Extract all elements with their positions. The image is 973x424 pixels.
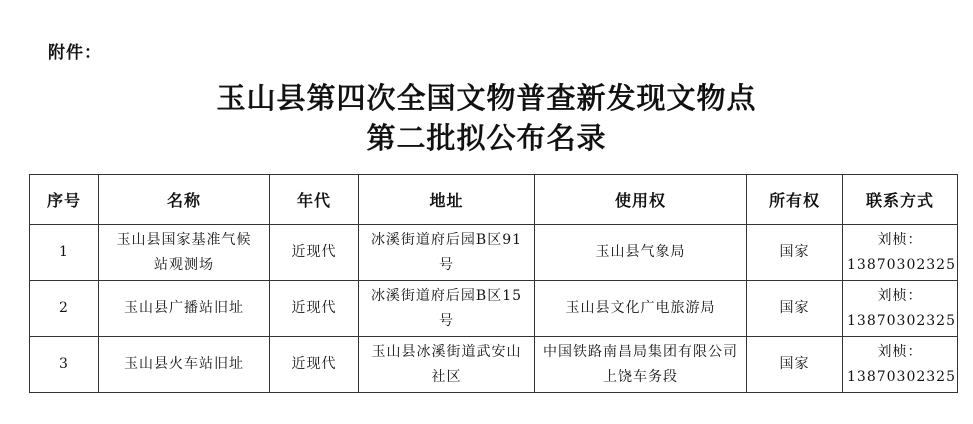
cell-address: 冰溪街道府后园B区15号 (359, 281, 535, 337)
cell-index: 2 (30, 281, 99, 337)
cell-index: 1 (30, 225, 99, 281)
cell-index: 3 (30, 337, 99, 393)
document-title: 玉山县第四次全国文物普查新发现文物点 (216, 81, 757, 115)
cell-name: 玉山县广播站旧址 (99, 281, 270, 337)
table-header-row (30, 175, 958, 225)
attachment-label: 附件： (48, 43, 102, 63)
heritage-list-table (29, 174, 958, 393)
cell-name: 玉山县火车站旧址 (99, 337, 270, 393)
cell-user: 玉山县气象局 (535, 225, 747, 281)
cell-owner: 国家 (747, 281, 843, 337)
table-row (30, 225, 958, 281)
document-subtitle: 第二批拟公布名录 (366, 121, 607, 155)
cell-owner: 国家 (747, 337, 843, 393)
cell-contact: 刘桢：13870302325 (843, 337, 958, 393)
cell-owner: 国家 (747, 225, 843, 281)
cell-contact: 刘桢：13870302325 (843, 225, 958, 281)
cell-era: 近现代 (270, 337, 359, 393)
header-era: 年代 (270, 175, 359, 225)
cell-era: 近现代 (270, 281, 359, 337)
header-index: 序号 (30, 175, 99, 225)
header-contact: 联系方式 (843, 175, 958, 225)
cell-contact: 刘桢：13870302325 (843, 281, 958, 337)
cell-address: 冰溪街道府后园B区91号 (359, 225, 535, 281)
table-row (30, 281, 958, 337)
cell-era: 近现代 (270, 225, 359, 281)
header-owner: 所有权 (747, 175, 843, 225)
header-address: 地址 (359, 175, 535, 225)
header-name: 名称 (99, 175, 270, 225)
table-row (30, 337, 958, 393)
header-user: 使用权 (535, 175, 747, 225)
cell-name: 玉山县国家基准气候站观测场 (99, 225, 270, 281)
cell-user: 玉山县文化广电旅游局 (535, 281, 747, 337)
cell-user: 中国铁路南昌局集团有限公司上饶车务段 (535, 337, 747, 393)
cell-address: 玉山县冰溪街道武安山社区 (359, 337, 535, 393)
